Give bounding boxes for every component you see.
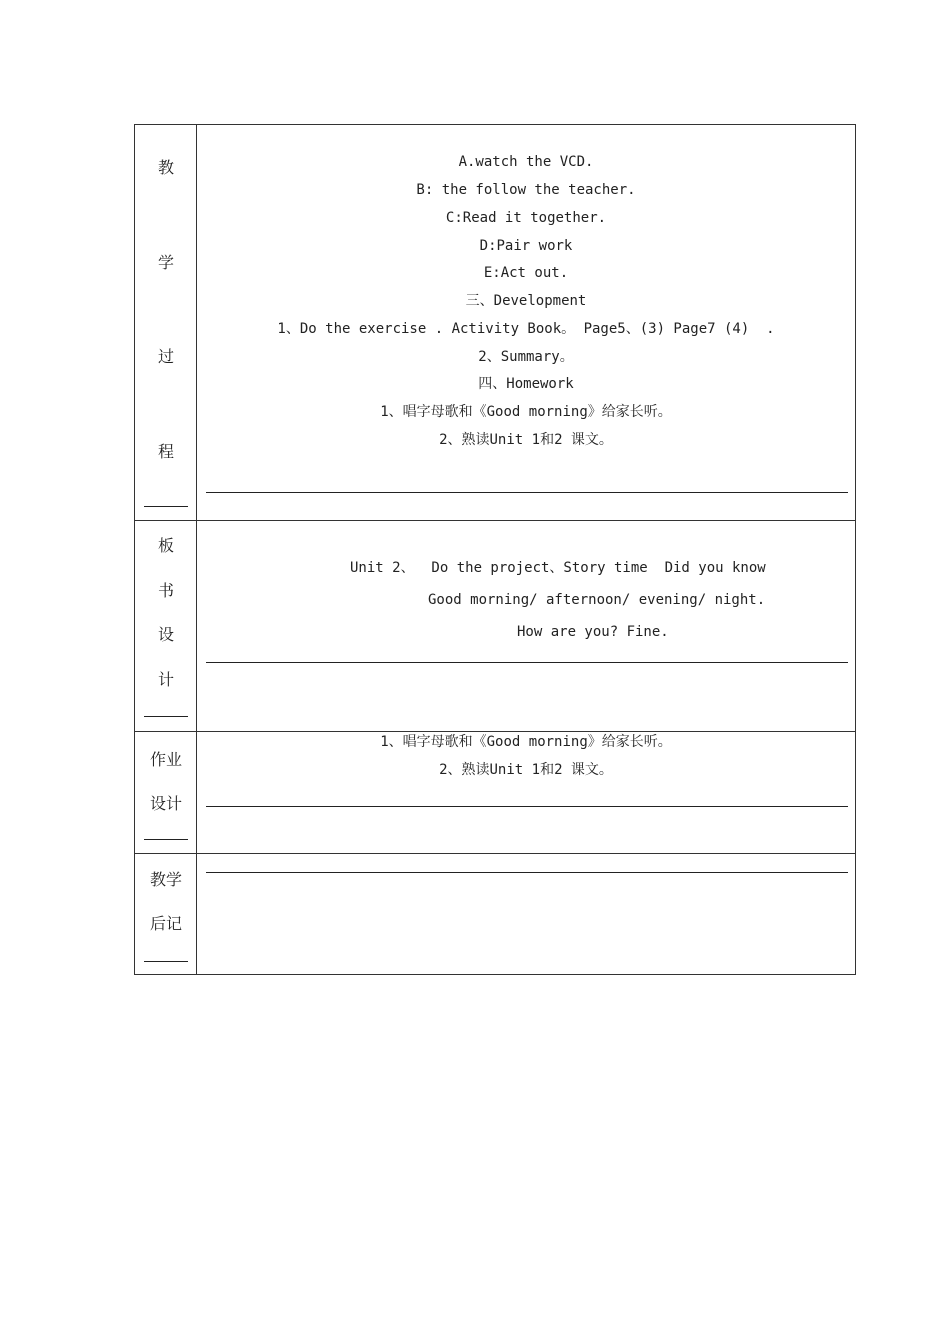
label-char: 板 [157, 536, 174, 555]
label-char: 教 [157, 158, 174, 177]
label-underline [144, 961, 188, 962]
label-underline [144, 506, 188, 507]
content-divider [206, 806, 848, 807]
process-step: A.watch the VCD. [458, 154, 594, 170]
label-char: 书 [157, 581, 174, 600]
board-design-content [197, 521, 855, 731]
label-underline [144, 716, 188, 717]
homework-design-row [135, 732, 855, 854]
process-step: 2、Summary。 [478, 349, 574, 365]
process-step: B: the follow the teacher. [416, 182, 636, 198]
label-text: 设计 [149, 794, 182, 813]
content-divider [206, 872, 848, 873]
board-line: Unit 2、 Do the project、Story time Did you know [350, 560, 766, 576]
label-text: 作业 [149, 750, 182, 769]
section-heading: 四、Homework [478, 376, 574, 392]
process-step: D:Pair work [479, 238, 573, 254]
label-char: 过 [157, 347, 174, 366]
homework-item: 1、唱字母歌和《Good morning》给家长听。 [380, 734, 672, 750]
section-heading: 三、Development [465, 293, 587, 309]
label-underline [144, 839, 188, 840]
lesson-plan-table [134, 124, 856, 975]
teaching-notes-label [135, 854, 197, 974]
board-design-label [135, 521, 197, 731]
process-step: E:Act out. [483, 265, 569, 281]
teaching-process-row [135, 125, 855, 521]
label-text: 后记 [149, 914, 182, 933]
teaching-notes-row [135, 854, 855, 974]
homework-item: 1、唱字母歌和《Good morning》给家长听。 [380, 404, 672, 420]
label-text: 教学 [149, 870, 182, 889]
label-char: 计 [157, 670, 174, 689]
board-line: Good morning/ afternoon/ evening/ night. [428, 592, 766, 608]
board-design-row [135, 521, 855, 732]
homework-design-content [197, 732, 855, 853]
process-step: C:Read it together. [445, 210, 607, 226]
content-divider [206, 662, 848, 663]
board-line: How are you? Fine. [517, 624, 669, 640]
teaching-process-label [135, 125, 197, 520]
teaching-process-content [197, 125, 855, 520]
label-char: 设 [157, 625, 174, 644]
label-char: 程 [157, 442, 174, 461]
content-divider [206, 492, 848, 493]
teaching-notes-content [197, 854, 855, 974]
homework-item: 2、熟读Unit 1和2 课文。 [439, 432, 613, 448]
homework-design-label [135, 732, 197, 853]
label-char: 学 [157, 253, 174, 272]
homework-item: 2、熟读Unit 1和2 课文。 [439, 762, 613, 778]
process-step: 1、Do the exercise . Activity Book。 Page5、(3) Page7 (4) . [277, 321, 775, 337]
